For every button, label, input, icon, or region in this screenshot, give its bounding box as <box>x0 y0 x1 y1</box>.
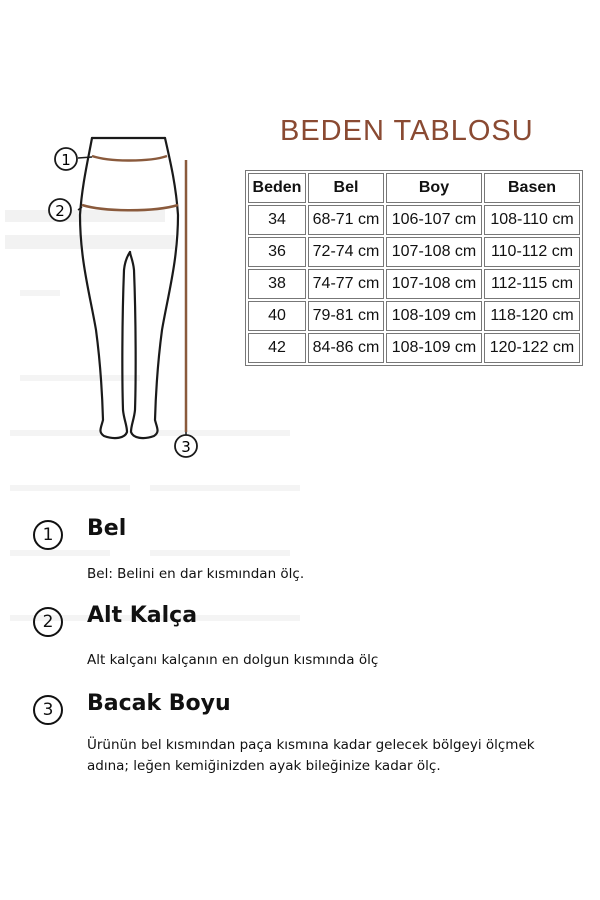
cell-basen: 110-112 cm <box>484 237 580 267</box>
marker-2-label: 2 <box>55 202 65 220</box>
cell-basen: 120-122 cm <box>484 333 580 363</box>
table-row <box>248 237 580 267</box>
header-bel: Bel <box>308 173 384 203</box>
table-row <box>248 269 580 299</box>
measurement-figure <box>0 120 230 474</box>
cell-beden: 34 <box>248 205 306 235</box>
instruction-title: Bel <box>87 516 127 541</box>
cell-basen: 118-120 cm <box>484 301 580 331</box>
cell-beden: 42 <box>248 333 306 363</box>
page-title: BEDEN TABLOSU <box>280 115 534 148</box>
table-row <box>248 301 580 331</box>
cell-boy: 107-108 cm <box>386 269 482 299</box>
instruction-title: Bacak Boyu <box>87 691 231 716</box>
instruction-description: Ürünün bel kısmından paça kısmına kadar gelecek bölgeyi ölçmek adına; leğen kemiğinizden ayak bileğinize kadar ölç. <box>87 737 535 774</box>
instruction-description: Alt kalçanı kalçanın en dolgun kısmında ölç <box>87 652 379 668</box>
cell-boy: 107-108 cm <box>386 237 482 267</box>
cell-basen: 108-110 cm <box>484 205 580 235</box>
cell-beden: 38 <box>248 269 306 299</box>
cell-bel: 72-74 cm <box>308 237 384 267</box>
cell-bel: 68-71 cm <box>308 205 384 235</box>
cell-boy: 108-109 cm <box>386 333 482 363</box>
table-row <box>248 205 580 235</box>
hip-band <box>82 205 178 210</box>
marker-1-label: 1 <box>61 151 71 169</box>
number-3-badge: 3 <box>33 695 63 725</box>
marker-3-label: 3 <box>181 438 191 456</box>
instruction-title: Alt Kalça <box>87 603 198 628</box>
instruction-description: Bel: Belini en dar kısmından ölç. <box>87 566 305 582</box>
header-basen: Basen <box>484 173 580 203</box>
cell-basen: 112-115 cm <box>484 269 580 299</box>
cell-beden: 40 <box>248 301 306 331</box>
cell-bel: 79-81 cm <box>308 301 384 331</box>
cell-bel: 74-77 cm <box>308 269 384 299</box>
cell-boy: 108-109 cm <box>386 301 482 331</box>
cell-beden: 36 <box>248 237 306 267</box>
cell-bel: 84-86 cm <box>308 333 384 363</box>
header-boy: Boy <box>386 173 482 203</box>
legs-diagram <box>0 120 230 470</box>
size-table <box>245 170 583 366</box>
table-row <box>248 333 580 363</box>
number-2-badge: 2 <box>33 607 63 637</box>
cell-boy: 106-107 cm <box>386 205 482 235</box>
header-beden: Beden <box>248 173 306 203</box>
waist-band <box>92 156 167 161</box>
table-header-row <box>248 173 580 203</box>
number-1-badge: 1 <box>33 520 63 550</box>
